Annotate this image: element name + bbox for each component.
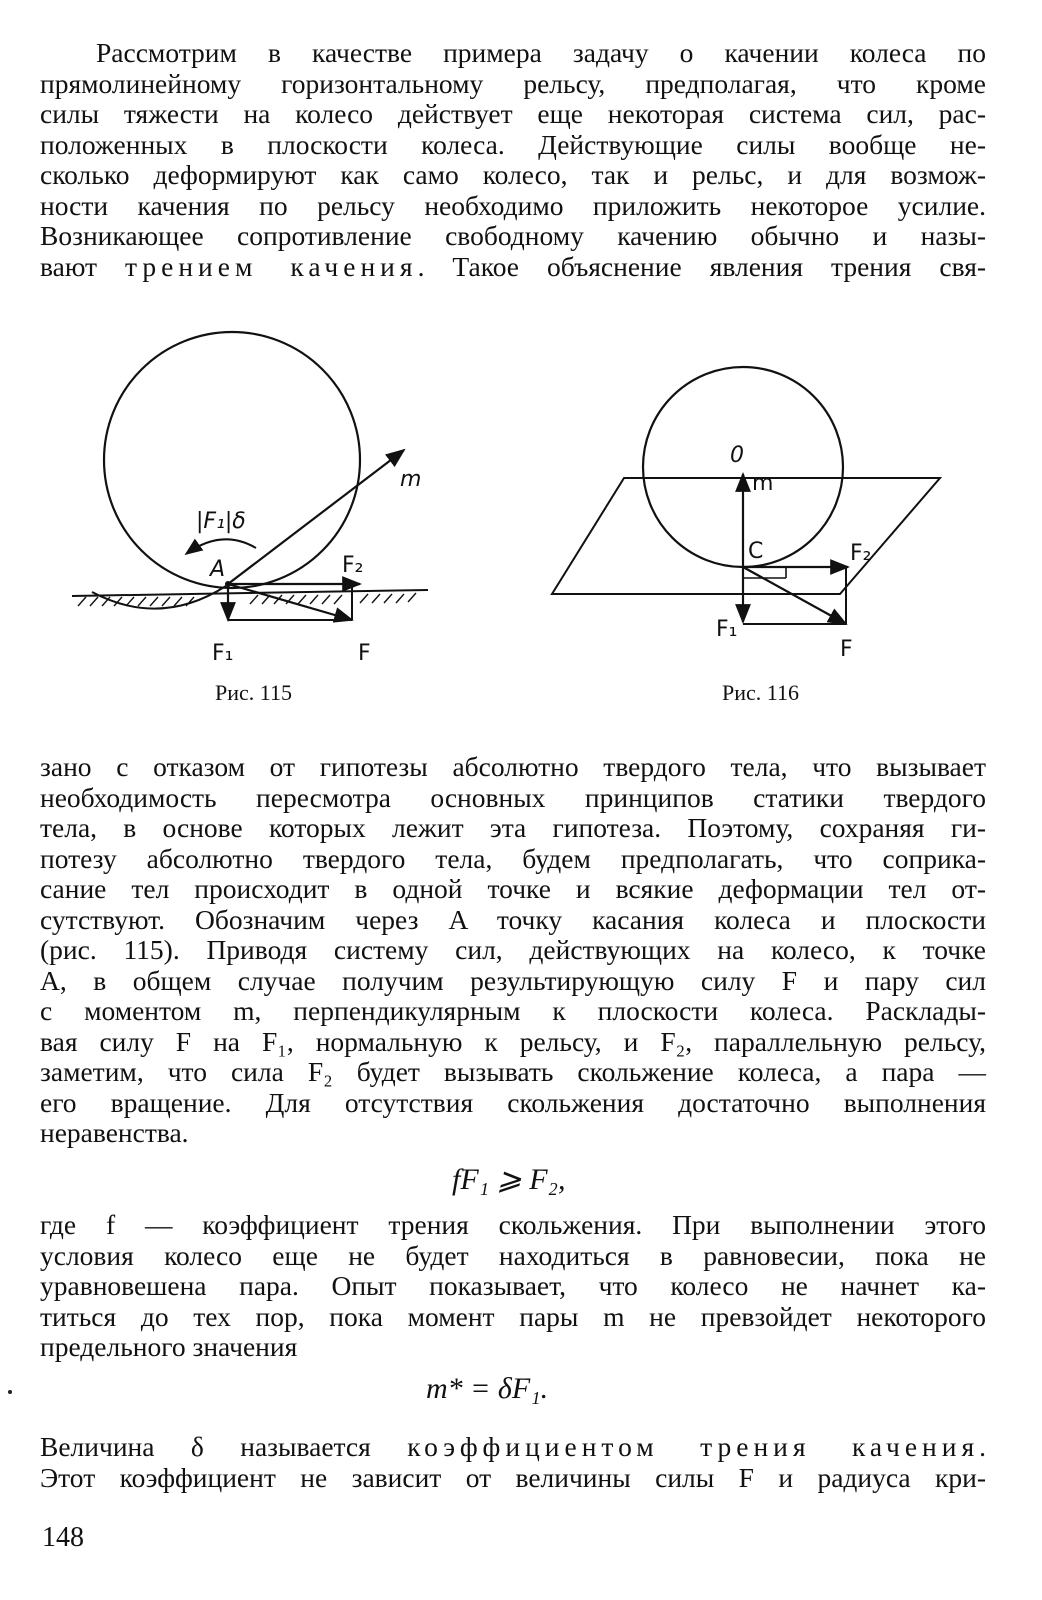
text-line: силы тяжести на колесо действует еще некоторая система сил, рас-	[40, 98, 986, 129]
label-moment: |F₁|δ	[196, 509, 246, 534]
f-vector	[228, 584, 352, 620]
text-line: условия колесо еще не будет находиться в равновесии, пока не	[40, 1239, 986, 1271]
text-line: Рассмотрим в качестве примера задачу о качении колеса по	[96, 37, 986, 68]
text-line: неравенства.	[40, 1117, 189, 1148]
moment-arrow	[186, 539, 256, 554]
wheel	[104, 332, 360, 588]
text-line: уравновешена пара. Опыт показывает, что колесо не начнет ка-	[40, 1270, 986, 1301]
m-vector	[228, 450, 404, 584]
label-F: F	[358, 641, 371, 666]
text-line: потезу абсолютно твердого тела, будем предполагать, что соприка-	[40, 842, 986, 874]
text-line: необходимость пересмотра основных принципов статики твердого	[40, 781, 986, 813]
paragraph-4	[40, 1432, 986, 1493]
figure-116	[552, 367, 940, 662]
text-line: Возникающее сопротивление свободному качению обычно и назы-	[40, 220, 986, 251]
text-line: где f — коэффициент трения скольжения. При выполнении этого	[40, 1209, 986, 1240]
text-line: тела, в основе которых лежит эта гипотеза. Поэтому, сохраняя ги-	[40, 812, 986, 843]
label-m: m	[752, 471, 774, 496]
term-rolling-friction: трением качения	[125, 250, 418, 282]
text-line: предельного значения	[40, 1331, 298, 1362]
label-F: F	[840, 637, 853, 662]
text-line: Величина δ называется коэффициентом трения качения.	[40, 1431, 986, 1462]
label-A: A	[210, 557, 226, 582]
label-F2: F₂	[342, 553, 364, 578]
text-line: зано с отказом от гипотезы абсолютно твердого тела, что вызывает	[40, 751, 986, 782]
label-F2: F₂	[850, 541, 872, 566]
text-line: сутствуют. Обозначим через A точку касания колеса и плоскости	[40, 903, 986, 935]
text-line: его вращение. Для отсутствия скольжения достаточно выполнения	[40, 1086, 986, 1118]
plane	[552, 478, 940, 594]
text-line: (рис. 115). Приводя систему сил, действующих на колесо, к точке	[40, 934, 986, 965]
text-line: вая силу F на F₁, нормальную к рельсу, и F₂, параллельную рельсу,	[40, 1025, 986, 1057]
caption-fig-115: Рис. 115	[215, 680, 292, 705]
label-O: 0	[730, 443, 744, 468]
paragraph-2	[40, 752, 986, 1149]
margin-dot	[8, 1390, 12, 1394]
page-number: 148	[42, 1522, 84, 1553]
deformation-curve	[92, 586, 226, 609]
formula-limit-moment: m* = δF₁.	[426, 1372, 549, 1405]
text-line: прямолинейному горизонтальному рельсу, предполагая, что кроме	[40, 67, 986, 99]
text-line: сколько деформируют как само колесо, так и рельс, и для возмож-	[40, 159, 986, 190]
caption-fig-116: Рис. 116	[722, 680, 799, 705]
formula-sliding-condition: fF₁ ⩾ F₂,	[452, 1163, 566, 1196]
text-line: сание тел происходит в одной точке и всякие деформации тел от-	[40, 873, 986, 904]
label-C: C	[748, 539, 764, 564]
text-line: с моментом m, перпендикулярным к плоскости колеса. Расклады-	[40, 995, 986, 1026]
figures	[0, 0, 1042, 760]
label-m: m	[400, 467, 422, 492]
label-F1: F₁	[716, 617, 738, 642]
text-line: заметим, что сила F₂ будет вызывать скольжение колеса, а пара —	[40, 1056, 986, 1087]
term-rolling-friction-coefficient: коэффициентом трения качения	[407, 1431, 980, 1462]
text-line: Этот коэффициент не зависит от величины силы F и радиуса кри-	[40, 1461, 986, 1493]
figure-115	[72, 332, 428, 666]
text-line: положенных в плоскости колеса. Действующие силы вообще не-	[40, 128, 986, 160]
text-line: вают трением качения. Такое объяснение явления трения свя-	[40, 250, 987, 282]
text-line: A, в общем случае получим результирующую силу F и пару сил	[40, 964, 986, 996]
text-line: титься до тех пор, пока момент пары m не превзойдет некоторого	[40, 1300, 986, 1332]
f-vector	[743, 567, 846, 624]
text-line: ности качения по рельсу необходимо приложить некоторое усилие.	[40, 189, 986, 221]
paragraph-3	[40, 1210, 986, 1363]
label-F1: F₁	[212, 641, 234, 666]
